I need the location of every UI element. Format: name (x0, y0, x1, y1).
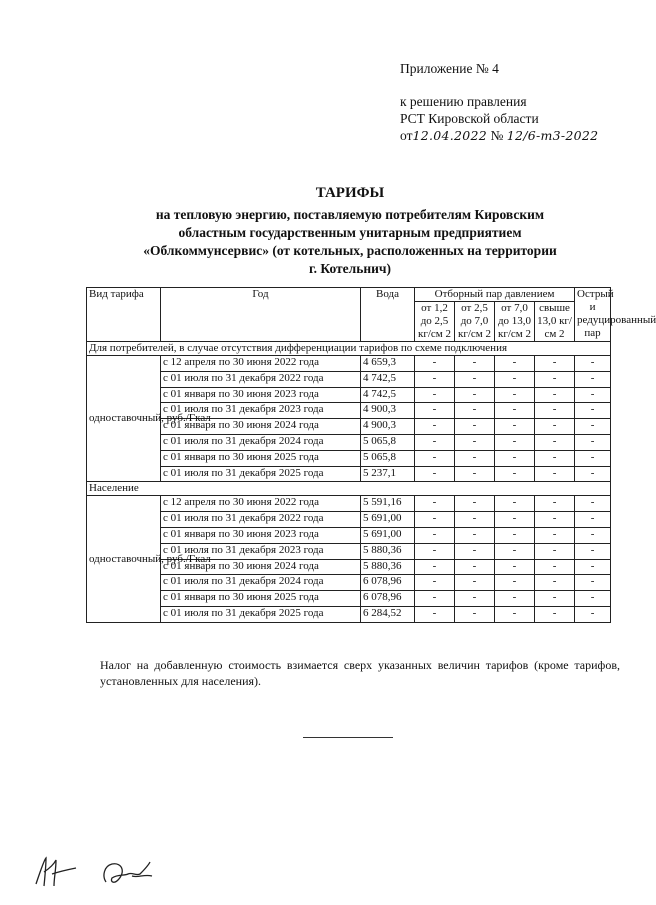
water-cell: 6 284,52 (361, 606, 415, 622)
steam-3-cell: - (495, 419, 535, 435)
table-row (87, 387, 611, 403)
steam-2-cell: - (455, 356, 495, 372)
header-steam-group: Отборный пар давлением (415, 288, 575, 302)
steam-1-cell: - (415, 575, 455, 591)
sharp-steam-cell: - (575, 419, 611, 435)
steam-4-cell: - (535, 575, 575, 591)
period-cell: с 01 июля по 31 декабря 2024 года (161, 434, 361, 450)
tariff-type-cell: одноставочный, руб./Гкал (87, 496, 161, 622)
steam-3-cell: - (495, 606, 535, 622)
steam-4-cell: - (535, 543, 575, 559)
sharp-steam-cell: - (575, 356, 611, 372)
steam-4-cell: - (535, 356, 575, 372)
water-cell: 4 742,5 (361, 371, 415, 387)
sharp-steam-cell: - (575, 543, 611, 559)
header-steam-3: от 7,0 до 13,0 кг/см 2 (495, 302, 535, 342)
sharp-steam-cell: - (575, 496, 611, 512)
table-row (87, 450, 611, 466)
sharp-steam-cell: - (575, 591, 611, 607)
document-title: ТАРИФЫ (315, 185, 385, 201)
period-cell: с 01 июля по 31 декабря 2022 года (161, 371, 361, 387)
appendix-date-line (400, 127, 598, 144)
period-cell: с 01 июля по 31 декабря 2025 года (161, 606, 361, 622)
steam-2-cell: - (455, 450, 495, 466)
steam-3-cell: - (495, 356, 535, 372)
table-row (87, 466, 611, 482)
steam-2-cell: - (455, 527, 495, 543)
handwritten-date: 12.04.2022 (412, 128, 488, 143)
period-cell: с 01 июля по 31 декабря 2025 года (161, 466, 361, 482)
steam-4-cell: - (535, 496, 575, 512)
header-steam-2: от 2,5 до 7,0 кг/см 2 (455, 302, 495, 342)
steam-2-cell: - (455, 559, 495, 575)
steam-3-cell: - (495, 466, 535, 482)
steam-3-cell: - (495, 512, 535, 528)
water-cell: 4 659,3 (361, 356, 415, 372)
steam-3-cell: - (495, 387, 535, 403)
period-cell: с 01 июля по 31 декабря 2022 года (161, 512, 361, 528)
sharp-steam-cell: - (575, 606, 611, 622)
table-row (87, 371, 611, 387)
steam-1-cell: - (415, 466, 455, 482)
steam-3-cell: - (495, 450, 535, 466)
table-row (87, 403, 611, 419)
steam-4-cell: - (535, 371, 575, 387)
period-cell: с 12 апреля по 30 июня 2022 года (161, 496, 361, 512)
water-cell: 5 237,1 (361, 466, 415, 482)
steam-1-cell: - (415, 496, 455, 512)
steam-3-cell: - (495, 559, 535, 575)
water-cell: 5 065,8 (361, 434, 415, 450)
steam-4-cell: - (535, 606, 575, 622)
tariffs-table (86, 287, 656, 623)
steam-4-cell: - (535, 559, 575, 575)
steam-1-cell: - (415, 559, 455, 575)
steam-3-cell: - (495, 527, 535, 543)
table-row (87, 591, 611, 607)
period-cell: с 12 апреля по 30 июня 2022 года (161, 356, 361, 372)
steam-2-cell: - (455, 419, 495, 435)
sharp-steam-cell: - (575, 466, 611, 482)
steam-2-cell: - (455, 466, 495, 482)
steam-3-cell: - (495, 575, 535, 591)
steam-1-cell: - (415, 419, 455, 435)
steam-4-cell: - (535, 434, 575, 450)
period-cell: с 01 января по 30 июня 2024 года (161, 559, 361, 575)
steam-2-cell: - (455, 543, 495, 559)
header-row-1 (87, 288, 611, 302)
water-cell: 6 078,96 (361, 591, 415, 607)
tariff-type-cell: одноставочный, руб./Гкал (87, 356, 161, 482)
steam-4-cell: - (535, 419, 575, 435)
appendix-block (400, 60, 598, 144)
water-cell: 4 900,3 (361, 403, 415, 419)
header-year: Год (161, 288, 361, 342)
section-row (87, 482, 611, 496)
document-heading (70, 184, 630, 278)
appendix-line-2: РСТ Кировской области (400, 111, 539, 126)
steam-2-cell: - (455, 512, 495, 528)
water-cell: 5 880,36 (361, 543, 415, 559)
signature-2 (104, 862, 152, 882)
water-cell: 5 691,00 (361, 527, 415, 543)
signature-1 (36, 858, 76, 886)
table-row (87, 356, 611, 372)
steam-2-cell: - (455, 371, 495, 387)
section-row (87, 342, 611, 356)
water-cell: 4 900,3 (361, 419, 415, 435)
steam-3-cell: - (495, 591, 535, 607)
appendix-title: Приложение № 4 (400, 61, 499, 76)
table-row (87, 434, 611, 450)
table-row (87, 543, 611, 559)
steam-4-cell: - (535, 591, 575, 607)
sharp-steam-cell: - (575, 512, 611, 528)
steam-3-cell: - (495, 371, 535, 387)
steam-2-cell: - (455, 403, 495, 419)
period-cell: с 01 июля по 31 декабря 2024 года (161, 575, 361, 591)
steam-4-cell: - (535, 387, 575, 403)
sharp-steam-cell: - (575, 559, 611, 575)
steam-4-cell: - (535, 527, 575, 543)
steam-4-cell: - (535, 466, 575, 482)
section-title: Для потребителей, в случае отсутствия дифференциации тарифов по схеме подключения (87, 342, 611, 356)
steam-2-cell: - (455, 434, 495, 450)
heading-line-1: на тепловую энергию, поставляемую потребителям Кировским (155, 207, 545, 222)
period-cell: с 01 июля по 31 декабря 2023 года (161, 543, 361, 559)
vat-note: Налог на добавленную стоимость взимается сверх указанных величин тарифов (кроме тарифов, установленных для населения). (100, 658, 620, 688)
appendix-line-1: к решению правления (400, 94, 527, 109)
header-steam-4: свыше 13,0 кг/см 2 (535, 302, 575, 342)
header-steam-1: от 1,2 до 2,5 кг/см 2 (415, 302, 455, 342)
heading-line-4: г. Котельнич) (308, 261, 392, 276)
steam-1-cell: - (415, 591, 455, 607)
sharp-steam-cell: - (575, 371, 611, 387)
table-row (87, 419, 611, 435)
period-cell: с 01 января по 30 июня 2023 года (161, 527, 361, 543)
date-prefix: от (400, 128, 413, 143)
table-row (87, 559, 611, 575)
header-water: Вода (361, 288, 415, 342)
steam-3-cell: - (495, 543, 535, 559)
table-row (87, 496, 611, 512)
table-row (87, 512, 611, 528)
water-cell: 4 742,5 (361, 387, 415, 403)
header-sharp-steam: Острый и редуцированный пар (575, 288, 611, 342)
water-cell: 6 078,96 (361, 575, 415, 591)
steam-2-cell: - (455, 606, 495, 622)
water-cell: 5 591,16 (361, 496, 415, 512)
table-row (87, 606, 611, 622)
steam-2-cell: - (455, 591, 495, 607)
steam-1-cell: - (415, 356, 455, 372)
sharp-steam-cell: - (575, 575, 611, 591)
steam-2-cell: - (455, 575, 495, 591)
number-prefix: № (490, 128, 504, 143)
heading-line-3: «Облкоммунсервис» (от котельных, расположенных на территории (143, 243, 557, 258)
steam-1-cell: - (415, 450, 455, 466)
period-cell: с 01 января по 30 июня 2024 года (161, 419, 361, 435)
table-row (87, 527, 611, 543)
water-cell: 5 691,00 (361, 512, 415, 528)
steam-1-cell: - (415, 387, 455, 403)
steam-3-cell: - (495, 434, 535, 450)
steam-2-cell: - (455, 496, 495, 512)
period-cell: с 01 января по 30 июня 2025 года (161, 450, 361, 466)
table-row (87, 575, 611, 591)
sharp-steam-cell: - (575, 527, 611, 543)
steam-1-cell: - (415, 434, 455, 450)
steam-1-cell: - (415, 512, 455, 528)
steam-3-cell: - (495, 403, 535, 419)
water-cell: 5 065,8 (361, 450, 415, 466)
heading-line-2: областным государственным унитарным предприятием (178, 225, 522, 240)
steam-1-cell: - (415, 403, 455, 419)
sharp-steam-cell: - (575, 403, 611, 419)
steam-2-cell: - (455, 387, 495, 403)
sharp-steam-cell: - (575, 387, 611, 403)
steam-1-cell: - (415, 606, 455, 622)
separator-line (303, 737, 393, 738)
steam-1-cell: - (415, 527, 455, 543)
period-cell: с 01 июля по 31 декабря 2023 года (161, 403, 361, 419)
water-cell: 5 880,36 (361, 559, 415, 575)
sharp-steam-cell: - (575, 450, 611, 466)
steam-3-cell: - (495, 496, 535, 512)
steam-4-cell: - (535, 403, 575, 419)
steam-1-cell: - (415, 371, 455, 387)
signatures (32, 852, 182, 892)
steam-4-cell: - (535, 512, 575, 528)
period-cell: с 01 января по 30 июня 2025 года (161, 591, 361, 607)
steam-1-cell: - (415, 543, 455, 559)
section-title: Население (87, 482, 611, 496)
period-cell: с 01 января по 30 июня 2023 года (161, 387, 361, 403)
sharp-steam-cell: - (575, 434, 611, 450)
steam-4-cell: - (535, 450, 575, 466)
header-tariff-type: Вид тарифа (87, 288, 161, 342)
handwritten-number: 12/6-т3-2022 (506, 128, 599, 143)
